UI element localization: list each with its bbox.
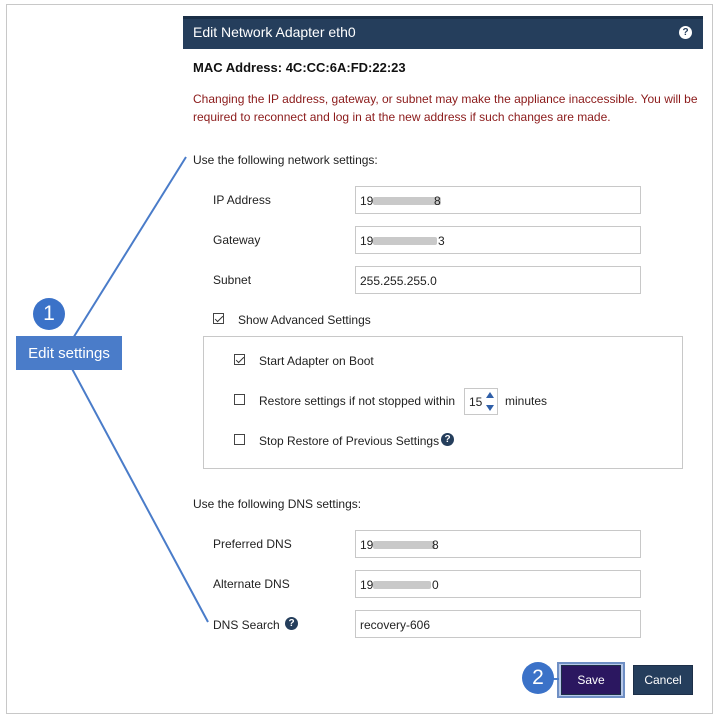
- dns-search-help-icon[interactable]: ?: [285, 617, 298, 630]
- network-section-label: Use the following network settings:: [193, 153, 378, 167]
- dns-section-label: Use the following DNS settings:: [193, 497, 362, 511]
- show-advanced-label: Show Advanced Settings: [238, 313, 371, 327]
- gateway-value-start: 19: [360, 234, 374, 248]
- callout-line-dns: [70, 365, 208, 622]
- cancel-button[interactable]: Cancel: [633, 665, 693, 695]
- preferred-dns-value-end: 8: [432, 538, 439, 552]
- alternate-dns-value-start: 19: [360, 578, 374, 592]
- preferred-dns-value-start: 19: [360, 538, 374, 552]
- start-on-boot-label: Start Adapter on Boot: [259, 354, 374, 368]
- dns-search-label: DNS Search: [213, 618, 280, 632]
- help-icon[interactable]: ?: [679, 26, 692, 39]
- edit-settings-callout: Edit settings: [16, 336, 122, 370]
- subnet-value: 255.255.255.0: [360, 274, 437, 288]
- stop-restore-help-icon[interactable]: ?: [441, 433, 454, 446]
- minutes-label: minutes: [505, 394, 548, 408]
- ip-address-value-start: 19: [360, 194, 374, 208]
- gateway-value-end: 3: [438, 234, 445, 248]
- alternate-dns-value-end: 0: [432, 578, 439, 592]
- dns-search-value: recovery-606: [360, 618, 431, 632]
- ip-address-label: IP Address: [213, 193, 271, 207]
- gateway-label: Gateway: [213, 233, 261, 247]
- alternate-dns-label: Alternate DNS: [213, 577, 290, 591]
- callout-line-network: [70, 157, 186, 343]
- step-2-badge: 2: [522, 662, 554, 694]
- warning-message: Changing the IP address, gateway, or subnet may make the appliance inaccessible. You will be required to reconnect and log in at the new address if such changes are made.: [193, 92, 698, 124]
- step-1-badge: 1: [33, 298, 65, 330]
- dialog-title: Edit Network Adapter eth0: [193, 24, 356, 40]
- subnet-label: Subnet: [213, 273, 252, 287]
- restore-minutes-value: 15: [469, 395, 483, 409]
- preferred-dns-label: Preferred DNS: [213, 537, 292, 551]
- mac-address: MAC Address: 4C:CC:6A:FD:22:23: [193, 60, 406, 75]
- restore-settings-label: Restore settings if not stopped within: [259, 394, 456, 408]
- stop-restore-label: Stop Restore of Previous Settings: [259, 434, 440, 448]
- save-button[interactable]: Save: [561, 665, 621, 695]
- ip-address-value-end: 8: [434, 194, 441, 208]
